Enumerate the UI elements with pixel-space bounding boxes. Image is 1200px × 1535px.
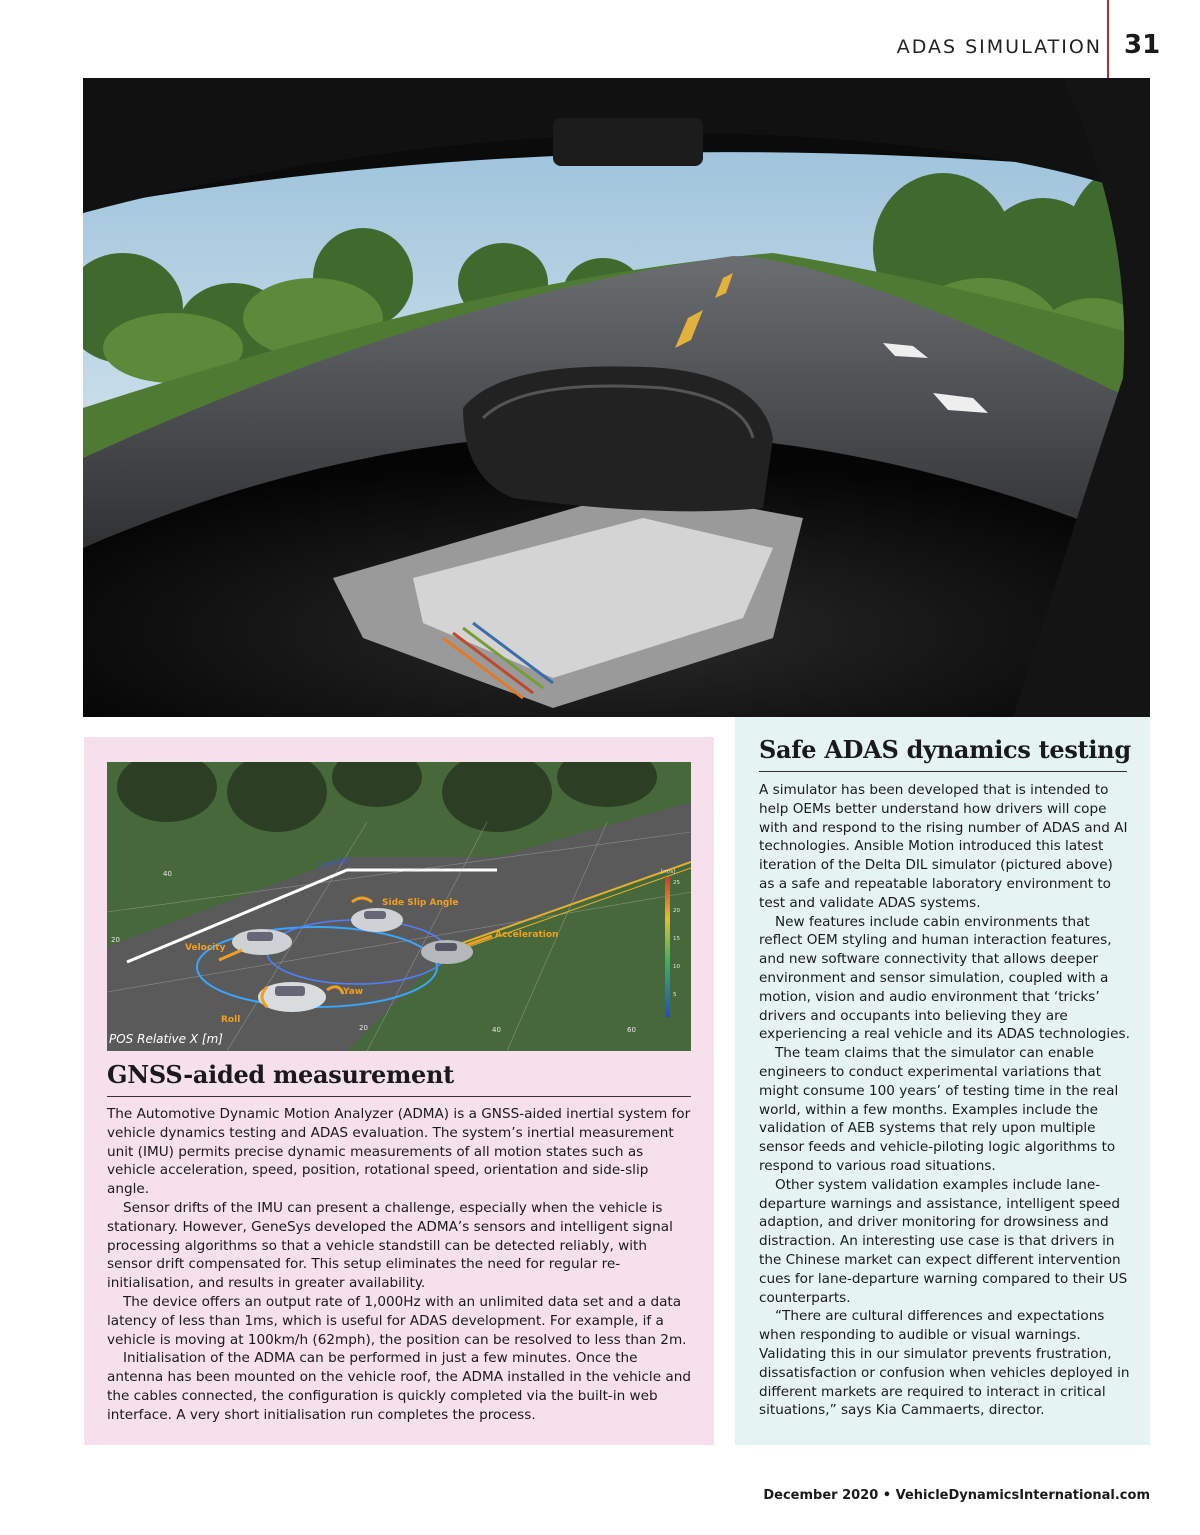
gnss-paragraph: The device offers an output rate of 1,000Hz with an unlimited data set and a data latency of less than 1ms, which is useful for ADAS development. For example, if a vehicle is moving at 100km/h (62mph), the position can be resolved to less than 2m. (107, 1293, 687, 1348)
safe-adas-paragraph: “There are cultural differences and expectations when responding to audible or visual warnings. Validating this in our simulator prevents frustration, dissatisfaction or confusion when vehicles deployed in different markets are required to interact in critical situations,” says Kia Cammaerts, director. (759, 1308, 1130, 1419)
safe-adas-body (759, 781, 1131, 1420)
tick-x-0: 20 (359, 1024, 368, 1032)
adma-figure (107, 762, 691, 1051)
car-3 (421, 940, 473, 964)
safe-adas-paragraph: The team claims that the simulator can enable engineers to conduct experimental variations that might consume 100 years’ of testing time in the real world, within a few months. Examples include the validation of AEB systems that rely upon multiple sensor feeds and vehicle-piloting logic algorithms to respond to various road situations. (759, 1045, 1119, 1174)
tick-y-0: 40 (163, 870, 172, 878)
car-4 (258, 982, 326, 1012)
scale-tick-1: 20 (673, 908, 680, 914)
axis-label: POS Relative X [m] (109, 1032, 223, 1046)
brand-watermark: GeneSys (315, 853, 352, 871)
safe-adas-paragraph: Other system validation examples include lane-departure warnings and assistance, intelligent speed adaption, and driver monitoring for drowsiness and distraction. An interesting use case is that drivers in the Chinese market can expect different intervention cues for lane-departure warning compared to their US counterparts. (759, 1176, 1128, 1306)
label-roll: Roll (221, 1015, 241, 1025)
safe-adas-title: Safe ADAS dynamics testing (759, 735, 1131, 764)
gnss-paragraph: Sensor drifts of the IMU can present a challenge, especially when the vehicle is stationary. However, GeneSys developed the ADMA’s sensors and intelligent signal processing algorithms so that a vehicle standstill can be detected reliably, with sensor drift compensated for. This setup eliminates the need for regular re-initialisation, and results in greater availability. (107, 1199, 673, 1292)
adma-illustration (107, 762, 691, 1051)
gnss-body (107, 1105, 691, 1425)
label-velocity: Velocity (185, 943, 226, 953)
label-yaw: Yaw (343, 987, 364, 997)
page-number: 31 (1124, 30, 1161, 60)
label-side-slip: Side Slip Angle (382, 898, 459, 908)
scale-tick-4: 5 (673, 992, 677, 998)
gnss-title: GNSS-aided measurement (107, 1060, 454, 1089)
gnss-title-rule (107, 1096, 691, 1097)
section-label: ADAS SIMULATION (896, 36, 1102, 58)
gnss-paragraph: The Automotive Dynamic Motion Analyzer (ADMA) is a GNSS-aided inertial system for vehicle dynamics testing and ADAS evaluation. The system’s inertial measurement unit (IMU) permits precise dynamic measurements of all motion states such as vehicle acceleration, speed, position, rotational speed, orientation and side-slip angle. (107, 1106, 691, 1198)
safe-adas-title-rule (759, 771, 1127, 772)
scale-tick-2: 15 (673, 936, 680, 942)
safe-adas-paragraph: A simulator has been developed that is intended to help OEMs better understand how drivers will cope with and respond to the rising number of ADAS and AI technologies. Ansible Motion introduced this latest iteration of the Delta DIL simulator (pictured above) as a safe and repeatable laboratory environment to test and validate ADAS systems. (759, 782, 1128, 911)
simulator-photo (83, 78, 1150, 717)
scale-unit: [m/s] (661, 869, 676, 875)
header-divider (1107, 0, 1109, 78)
label-acceleration: Acceleration (495, 930, 559, 940)
simulator-illustration (83, 78, 1150, 717)
page-footer: December 2020 • VehicleDynamicsInternational.com (763, 1488, 1150, 1503)
scale-tick-3: 10 (673, 964, 680, 970)
tick-y-1: 20 (111, 936, 120, 944)
gnss-paragraph: Initialisation of the ADMA can be performed in just a few minutes. Once the antenna has been mounted on the vehicle roof, the ADMA installed in the vehicle and the cables connected, the configuration is quickly completed via the built-in web interface. A very short initialisation run completes the process. (107, 1350, 691, 1423)
safe-adas-paragraph: New features include cabin environments that reflect OEM styling and human interaction features, and new software connectivity that allows deeper environment and sensor simulation, coupled with a motion, vision and audio environment that ‘tricks’ drivers and occupants into believing they are experiencing a real vehicle and its ADAS technologies. (759, 913, 1130, 1043)
color-scale (665, 877, 670, 1017)
tick-x-1: 40 (492, 1026, 501, 1034)
car-2 (351, 908, 403, 932)
scale-tick-0: 25 (673, 880, 680, 886)
tick-x-2: 60 (627, 1026, 636, 1034)
